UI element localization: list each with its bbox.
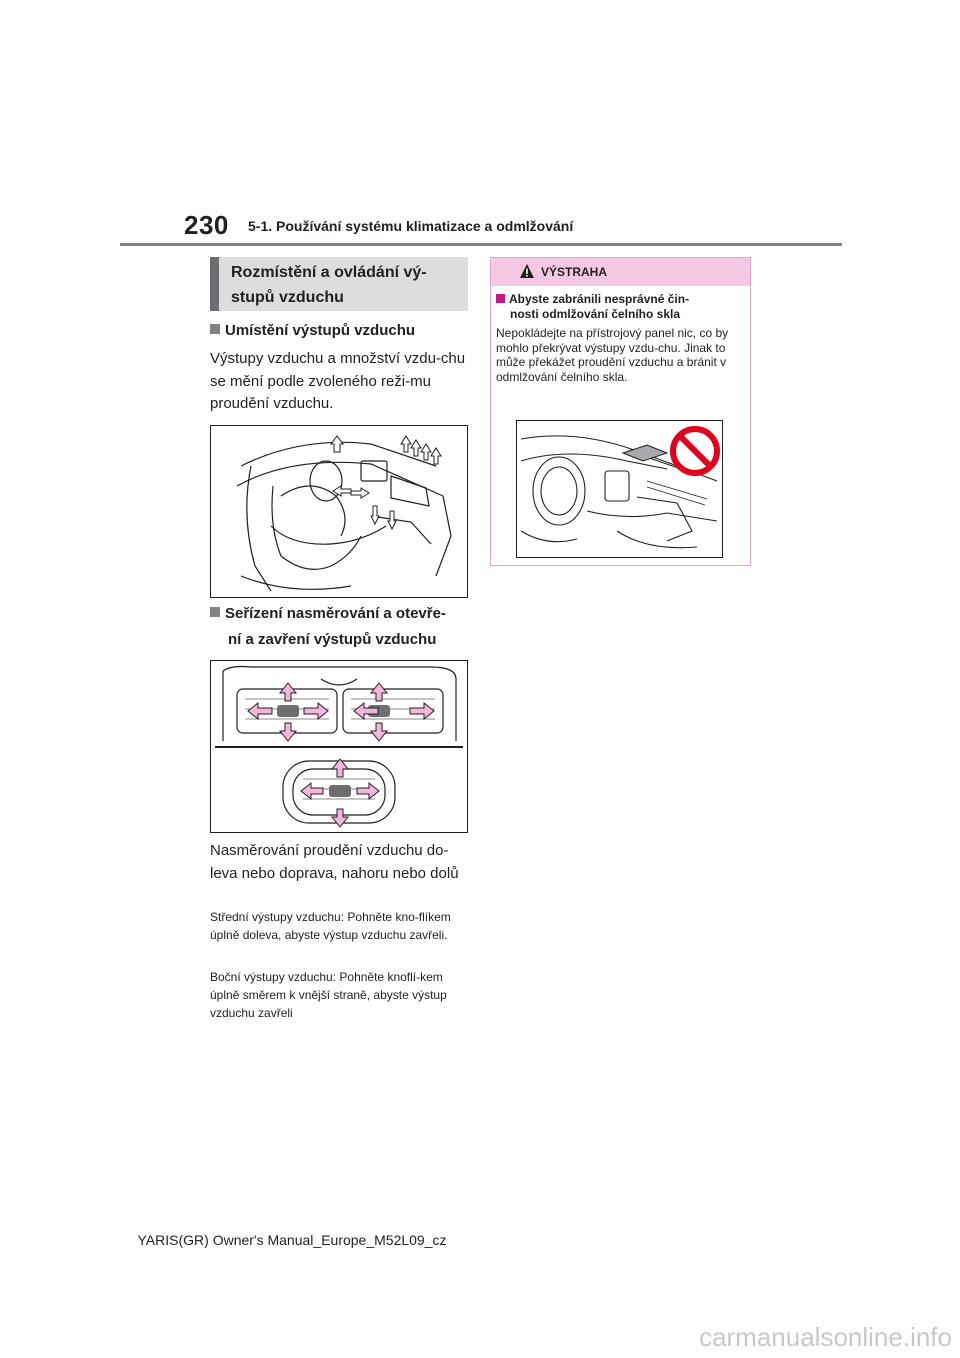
section-title: 5-1. Používání systému klimatizace a odmlžování — [248, 218, 574, 234]
watermark: carmanualsonline.info — [699, 1322, 952, 1352]
warning-subtitle-line-2: nosti odmlžování čelního skla — [510, 306, 681, 321]
subheading-line-2: ní a zavření výstupů vzduchu — [228, 631, 437, 648]
dashboard-illustration — [517, 421, 722, 557]
warning-subtitle — [496, 292, 746, 321]
header-divider — [120, 243, 842, 246]
section-heading — [210, 257, 468, 311]
paragraph-side-vents: Boční výstupy vzduchu: Pohněte knoflí-kem úplně směrem k vnější straně, abyste výstup vzduchu zavřeli — [210, 970, 447, 1020]
heading-line-1: Rozmístění a ovládání vý- — [231, 264, 427, 281]
figure-outlet-locations — [210, 425, 468, 598]
subheading-outlet-location — [210, 318, 470, 344]
subheading-outlet-adjust — [210, 601, 472, 653]
heading-text — [231, 260, 463, 310]
vent-direction-illustration — [211, 661, 467, 832]
warning-text: Nepokládejte na přístrojový panel nic, co by mohlo překrývat výstupy vzdu-chu. Jinak to může překážet proudění vzduchu a bránit v odmlžování čelního skla. — [496, 326, 729, 384]
paragraph-direction: Nasměrování proudění vzduchu do-leva nebo doprava, nahoru nebo dolů — [210, 842, 459, 882]
figure-vent-adjustment — [210, 660, 468, 833]
square-bullet-icon — [210, 324, 220, 334]
figure-dashboard-warning — [516, 420, 723, 558]
subheading-line-1: Seřízení nasměrování a otevře- — [225, 605, 446, 622]
warning-header — [491, 258, 750, 286]
subheading-text: Umístění výstupů vzduchu — [225, 322, 416, 339]
warning-title: VÝSTRAHA — [541, 265, 608, 279]
object-on-dashboard — [623, 445, 667, 461]
car-interior-illustration — [211, 426, 467, 597]
prohibition-icon — [673, 429, 717, 473]
warning-triangle-icon — [519, 263, 535, 279]
square-bullet-icon — [496, 294, 505, 303]
footer — [0, 1232, 960, 1248]
square-bullet-icon — [210, 607, 220, 617]
warning-subtitle-line-1: Abyste zabránili nesprávné čin- — [509, 292, 690, 306]
paragraph-outlet-info: Výstupy vzduchu a množství vzdu-chu se mění podle zvoleného reži-mu proudění vzduchu. — [210, 350, 466, 412]
paragraph-center-vents: Střední výstupy vzduchu: Pohněte kno-flíkem úplně doleva, abyste výstup vzduchu zavřeli. — [210, 910, 451, 942]
page-number: 230 — [184, 210, 229, 240]
heading-accent-bar — [210, 257, 219, 311]
footer-text: YARIS(GR) Owner's Manual_Europe_M52L09_cz — [137, 1232, 447, 1248]
heading-line-2: stupů vzduchu — [231, 289, 344, 306]
